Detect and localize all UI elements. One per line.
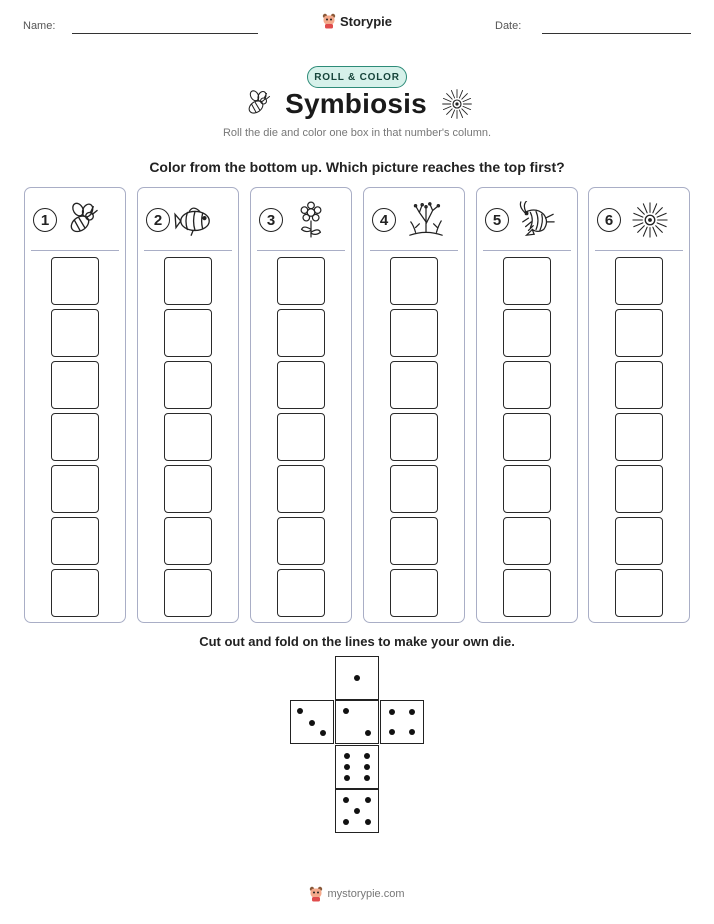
color-box[interactable] xyxy=(51,413,99,461)
color-box[interactable] xyxy=(503,361,551,409)
color-box[interactable] xyxy=(277,517,325,565)
column-1 xyxy=(24,187,126,623)
color-box[interactable] xyxy=(615,361,663,409)
die-face-2 xyxy=(335,700,379,744)
color-box[interactable] xyxy=(503,517,551,565)
die-face-6 xyxy=(335,745,379,789)
date-line xyxy=(542,33,691,34)
color-box[interactable] xyxy=(503,465,551,513)
footer-url[interactable]: mystorypie.com xyxy=(327,888,405,900)
color-instructions: Color from the bottom up. Which picture reaches the top first? xyxy=(149,159,565,175)
die-pip xyxy=(343,797,349,803)
die-pip xyxy=(344,775,350,781)
color-box[interactable] xyxy=(164,361,212,409)
sea-anemone-icon xyxy=(631,201,669,239)
die-face-5 xyxy=(335,789,379,833)
bee-icon xyxy=(241,89,271,119)
die-pip xyxy=(364,764,370,770)
die-pip xyxy=(389,729,395,735)
die-pip xyxy=(343,819,349,825)
column-6 xyxy=(588,187,690,623)
die-pip xyxy=(409,729,415,735)
color-box[interactable] xyxy=(51,361,99,409)
die-pip xyxy=(365,797,371,803)
column-2 xyxy=(137,187,239,623)
color-box[interactable] xyxy=(615,257,663,305)
color-box[interactable] xyxy=(390,257,438,305)
storypie-mascot-icon xyxy=(309,886,323,902)
die-pip xyxy=(389,709,395,715)
coral-icon xyxy=(406,201,446,239)
color-box[interactable] xyxy=(51,569,99,617)
color-box[interactable] xyxy=(615,517,663,565)
color-box[interactable] xyxy=(277,413,325,461)
color-box[interactable] xyxy=(390,517,438,565)
footer xyxy=(0,886,714,902)
color-box[interactable] xyxy=(277,257,325,305)
color-box[interactable] xyxy=(164,413,212,461)
color-box[interactable] xyxy=(503,309,551,357)
color-box[interactable] xyxy=(390,309,438,357)
column-number: 6 xyxy=(597,208,621,232)
die-pip xyxy=(320,730,326,736)
name-line xyxy=(72,33,258,34)
color-box[interactable] xyxy=(51,309,99,357)
brand-name: Storypie xyxy=(339,13,392,29)
column-divider xyxy=(257,250,345,251)
color-box[interactable] xyxy=(390,465,438,513)
color-box[interactable] xyxy=(277,309,325,357)
die-pip xyxy=(354,675,360,681)
roll-columns xyxy=(24,187,690,624)
column-4 xyxy=(363,187,465,623)
die-pip xyxy=(364,753,370,759)
column-3 xyxy=(250,187,352,623)
die-pip xyxy=(343,708,349,714)
die-instructions: Cut out and fold on the lines to make your own die. xyxy=(199,634,515,649)
column-header xyxy=(372,201,458,239)
color-box[interactable] xyxy=(164,309,212,357)
column-header xyxy=(259,201,345,239)
flower-icon xyxy=(295,201,327,239)
brand-logo xyxy=(0,13,714,29)
name-label: Name: xyxy=(23,20,56,32)
column-divider xyxy=(483,250,571,251)
color-box[interactable] xyxy=(390,569,438,617)
column-divider xyxy=(370,250,458,251)
page-title: Symbiosis xyxy=(285,88,427,119)
title-row xyxy=(0,88,714,120)
column-5 xyxy=(476,187,578,623)
clownfish-icon xyxy=(174,201,216,239)
color-box[interactable] xyxy=(503,413,551,461)
die-pip xyxy=(364,775,370,781)
color-box[interactable] xyxy=(503,569,551,617)
color-box[interactable] xyxy=(277,465,325,513)
die-pip xyxy=(409,709,415,715)
column-number: 2 xyxy=(146,208,170,232)
color-box[interactable] xyxy=(164,569,212,617)
color-box[interactable] xyxy=(390,361,438,409)
color-box[interactable] xyxy=(277,361,325,409)
color-box[interactable] xyxy=(277,569,325,617)
die-pip xyxy=(309,720,315,726)
color-box[interactable] xyxy=(164,517,212,565)
column-divider xyxy=(595,250,683,251)
color-box[interactable] xyxy=(615,309,663,357)
die-pip xyxy=(365,819,371,825)
color-box[interactable] xyxy=(164,465,212,513)
column-number: 3 xyxy=(259,208,283,232)
column-number: 4 xyxy=(372,208,396,232)
subtitle: Roll the die and color one box in that number's column. xyxy=(222,127,492,139)
die-face-1 xyxy=(335,656,379,700)
column-number: 1 xyxy=(33,208,57,232)
color-box[interactable] xyxy=(615,413,663,461)
die-pip xyxy=(344,753,350,759)
storypie-mascot-icon xyxy=(322,13,336,29)
date-label: Date: xyxy=(495,20,522,32)
column-header xyxy=(33,201,119,239)
column-number: 5 xyxy=(485,208,509,232)
die-net xyxy=(290,656,424,834)
sea-anemone-icon xyxy=(441,88,473,120)
column-divider xyxy=(31,250,119,251)
die-pip xyxy=(365,730,371,736)
roll-and-color-badge: ROLL & COLOR xyxy=(307,66,407,88)
bee-icon xyxy=(61,201,99,239)
die-pip xyxy=(354,808,360,814)
color-box[interactable] xyxy=(503,257,551,305)
die-face-4 xyxy=(380,700,424,744)
die-pip xyxy=(344,764,350,770)
color-box[interactable] xyxy=(390,413,438,461)
column-header xyxy=(485,201,571,239)
column-header xyxy=(597,201,683,239)
color-box[interactable] xyxy=(51,517,99,565)
color-box[interactable] xyxy=(615,465,663,513)
shrimp-icon xyxy=(517,201,557,239)
column-divider xyxy=(144,250,232,251)
color-box[interactable] xyxy=(51,465,99,513)
die-face-3 xyxy=(290,700,334,744)
die-pip xyxy=(297,708,303,714)
column-header xyxy=(146,201,232,239)
color-box[interactable] xyxy=(615,569,663,617)
color-box[interactable] xyxy=(51,257,99,305)
color-box[interactable] xyxy=(164,257,212,305)
